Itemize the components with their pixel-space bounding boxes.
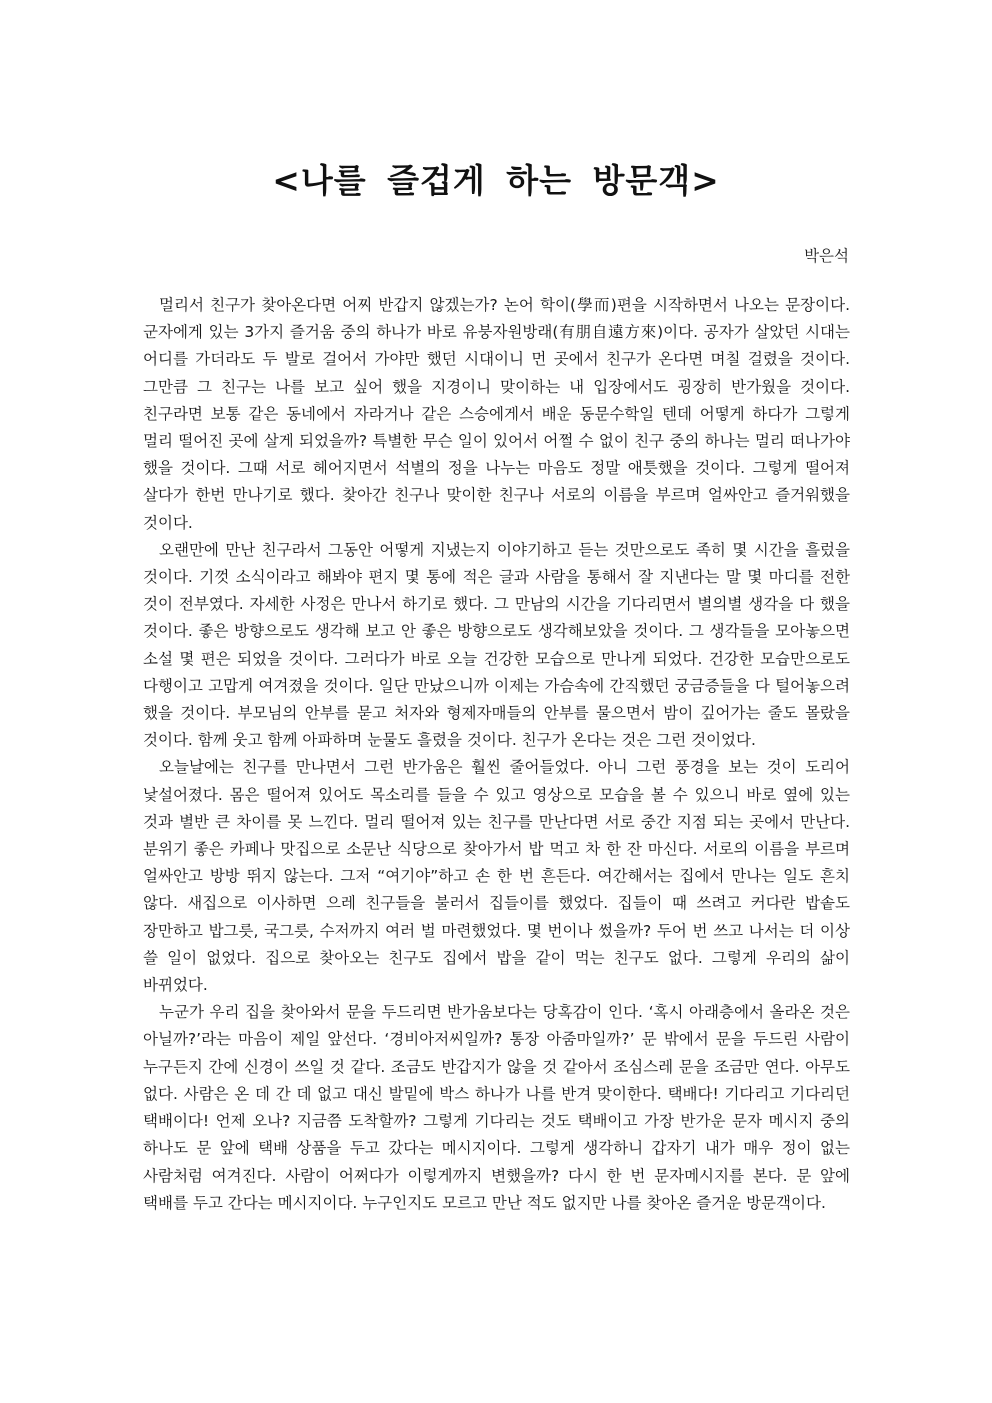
document-title: <나를 즐겁게 하는 방문객>: [272, 161, 720, 200]
paragraph-3: 오늘날에는 친구를 만나면서 그런 반가움은 훨씬 줄어들었다. 아니 그런 풍경을 보는 것이 도리어 낯설어졌다. 몸은 떨어져 있어도 목소리를 들을 수 있고 영상으로 모습을 볼 수 있으니 바로 옆에 있는 것과 별반 큰 차이를 못 느낀다. 멀리 떨어져 있는 친구를 만난다면 서로 중간 지점 되는 곳에서 만난다. 분위기 좋은 카페나 맛집으로 소문난 식당으로 찾아가서 밥 먹고 차 한 잔 마신다. 서로의 이름을 부르며 얼싸안고 방방 뛰지 않는다. 그저 “여기야”하고 손 한 번 흔든다. 여간해서는 집에서 만나는 일도 흔치 않다. 새집으로 이사하면 으레 친구들을 불러서 집들이를 했었다. 집들이 때 쓰려고 커다란 밥솥도 장만하고 밥그릇, 국그릇, 수저까지 여러 벌 마련했었다. 몇 번이나 썼을까? 두어 번 쓰고 나서는 더 이상 쓸 일이 없었다. 집으로 찾아오는 친구도 집에서 밥을 같이 먹는 친구도 없다. 그렇게 우리의 삶이 바뀌었다.: [143, 758, 850, 995]
paragraph-2: 오랜만에 만난 친구라서 그동안 어떻게 지냈는지 이야기하고 듣는 것만으로도 족히 몇 시간을 흘렀을 것이다. 기껏 소식이라고 해봐야 편지 몇 통에 적은 글과 사람을 통해서 잘 지낸다는 말 몇 마디를 전한 것이 전부였다. 자세한 사정은 만나서 하기로 했다. 그 만남의 시간을 기다리면서 별의별 생각을 다 했을 것이다. 좋은 방향으로도 생각해 보고 안 좋은 방향으로도 생각해보았을 것이다. 그 생각들을 모아놓으면 소설 몇 편은 되었을 것이다. 그러다가 바로 오늘 건강한 모습으로 만나게 되었다. 건강한 모습만으로도 다행이고 고맙게 여겨졌을 것이다. 일단 만났으니까 이제는 가슴속에 간직했던 궁금증들을 다 털어놓으려 했을 것이다. 부모님의 안부를 묻고 처자와 형제자매들의 안부를 물으면서 밤이 깊어가는 줄도 몰랐을 것이다. 함께 웃고 함께 아파하며 눈물도 흘렸을 것이다. 친구가 온다는 것은 그런 것이었다.: [143, 540, 850, 750]
paragraph-1: 멀리서 친구가 찾아온다면 어찌 반갑지 않겠는가? 논어 학이(學而)편을 시작하면서 나오는 문장이다. 군자에게 있는 3가지 즐거움 중의 하나가 바로 유붕자원방래(有朋自遠方來)이다. 공자가 살았던 시대는 어디를 가더라도 두 발로 걸어서 가야만 했던 시대이니 먼 곳에서 친구가 온다면 며칠 걸렸을 것이다. 그만큼 그 친구는 나를 보고 싶어 했을 지경이니 맞이하는 내 입장에서도 굉장히 반가웠을 것이다. 친구라면 보통 같은 동네에서 자라거나 같은 스승에게서 배운 동문수학일 텐데 어떻게 하다가 그렇게 멀리 떨어진 곳에 살게 되었을까? 특별한 무슨 일이 있어서 어쩔 수 없이 친구 중의 하나는 멀리 떠나가야 했을 것이다. 그때 서로 헤어지면서 석별의 정을 나누는 마음도 정말 애틋했을 것이다. 그렇게 떨어져 살다가 한번 만나기로 했다. 찾아간 친구나 맞이한 친구나 서로의 이름을 부르며 얼싸안고 즐거워했을 것이다.: [143, 296, 850, 532]
paragraph-4: 누군가 우리 집을 찾아와서 문을 두드리면 반가움보다는 당혹감이 인다. ‘혹시 아래층에서 올라온 것은 아닐까?’라는 마음이 제일 앞선다. ‘경비아저씨일까? 통장 아줌마일까?’ 문 밖에서 문을 두드린 사람이 누구든지 간에 신경이 쓰일 것 같다. 조금도 반갑지가 않을 것 같아서 조심스레 문을 조금만 연다. 아무도 없다. 사람은 온 데 간 데 없고 대신 발밑에 박스 하나가 나를 반겨 맞이한다. 택배다! 기다리고 기다리던 택배이다! 언제 오나? 지금쯤 도착할까? 그렇게 기다리는 것도 택배이고 가장 반가운 문자 메시지 중의 하나도 문 앞에 택배 상품을 두고 갔다는 메시지이다. 그렇게 생각하니 갑자기 내가 매우 정이 없는 사람처럼 여겨진다. 사람이 어쩌다가 이렇게까지 변했을까? 다시 한 번 문자메시지를 본다. 문 앞에 택배를 두고 간다는 메시지이다. 누구인지도 모르고 만난 적도 없지만 나를 찾아온 즐거운 방문객이다.: [143, 1003, 850, 1212]
essay-body: [143, 292, 850, 1217]
author-name: 박은석: [804, 247, 849, 265]
